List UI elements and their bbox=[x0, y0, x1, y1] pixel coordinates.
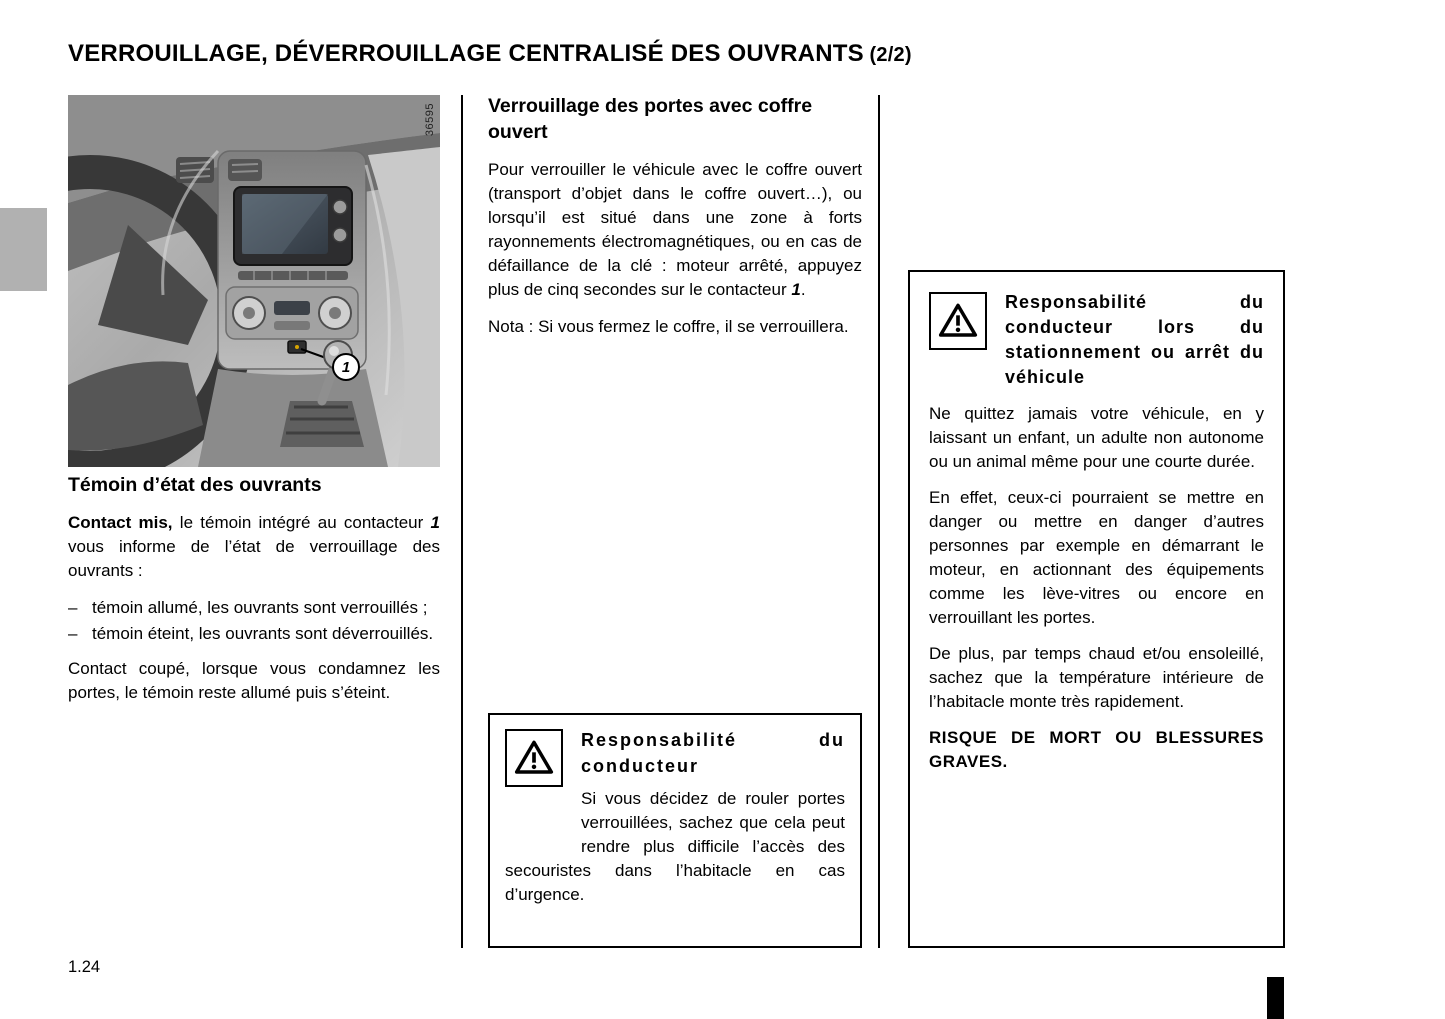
column-divider bbox=[878, 95, 880, 948]
bullet-text: témoin allumé, les ouvrants sont verrouillés ; bbox=[92, 598, 428, 617]
bullet-dash: – bbox=[68, 598, 78, 617]
warning-paragraph-3: De plus, par temps chaud et/ou ensoleillé, sachez que la température intérieure de l’habitacle monte très rapidement. bbox=[929, 644, 1264, 711]
column-divider bbox=[461, 95, 463, 948]
list-item bbox=[68, 596, 440, 620]
page-edge-mark bbox=[1267, 977, 1284, 1019]
text-run: le témoin intégré au contacteur bbox=[172, 513, 431, 532]
warning-title: Responsabilité du conducteur bbox=[581, 730, 845, 776]
bullet-text: témoin éteint, les ouvrants sont déverrouillés. bbox=[92, 624, 434, 643]
warning-triangle-icon bbox=[929, 292, 987, 350]
left-column bbox=[68, 472, 440, 718]
warning-triangle-glyph bbox=[937, 301, 979, 341]
middle-paragraph-nota: Nota : Si vous fermez le coffre, il se verrouillera. bbox=[488, 317, 849, 336]
warning-box-parking-responsibility bbox=[908, 270, 1285, 948]
callout-marker-1: 1 bbox=[332, 353, 360, 381]
bold-lead-contact-mis: Contact mis, bbox=[68, 513, 173, 532]
left-paragraph-2: Contact coupé, lorsque vous condamnez les portes, le témoin reste allumé puis s’éteint. bbox=[68, 659, 440, 702]
warning-paragraph-2: En effet, ceux-ci pourraient se mettre en danger ou mettre en danger d’autres personnes par exemple en démarrant le moteur, en actionnant des équipements comme les lève-vitres ou encore en verrouillant les portes. bbox=[929, 488, 1264, 627]
middle-column bbox=[488, 93, 862, 352]
page-title bbox=[68, 40, 1288, 68]
dashboard-photo bbox=[68, 95, 440, 467]
bullet-dash: – bbox=[68, 624, 78, 643]
warning-body: Si vous décidez de rouler portes verrouillées, sachez que cela peut rendre plus difficile l’accès des secouristes dans l’habitacle en cas d’urgence. bbox=[505, 789, 845, 904]
left-paragraph-1 bbox=[68, 511, 440, 583]
text-run: . bbox=[800, 280, 806, 299]
middle-paragraph-1 bbox=[488, 158, 862, 302]
text-run: vous informe de l’état de verrouillage des ouvrants : bbox=[68, 537, 440, 580]
left-bullet-list bbox=[68, 596, 440, 646]
warning-box-driver-responsibility bbox=[488, 713, 862, 948]
text-run: Pour verrouiller le véhicule avec le coffre ouvert (transport d’objet dans le coffre ouvert…), ou lorsqu’il est situé dans une zone à forts rayonnements électromagnétiques, ou en cas de défaillance de la clé : moteur arrêté, appuyez plus de cinq secondes sur le contacteur bbox=[488, 160, 862, 299]
list-item bbox=[68, 622, 440, 646]
warning-triangle-glyph bbox=[513, 738, 555, 778]
page-title-suffix: (2/2) bbox=[863, 44, 912, 66]
warning-title: Responsabilité du conducteur lors du stationnement ou arrêt du véhicule bbox=[1005, 292, 1264, 387]
page-number: 1.24 bbox=[68, 958, 101, 976]
page-title-text: VERROUILLAGE, DÉVERROUILLAGE CENTRALISÉ DES OUVRANTS bbox=[68, 40, 864, 67]
left-heading: Témoin d’état des ouvrants bbox=[68, 474, 322, 496]
middle-heading: Verrouillage des portes avec coffre ouvert bbox=[488, 95, 813, 143]
chapter-edge-tab bbox=[0, 208, 47, 291]
callout-reference-1: 1 bbox=[791, 280, 801, 299]
photo-reference-number: 36595 bbox=[424, 103, 436, 137]
warning-triangle-icon bbox=[505, 729, 563, 787]
dashboard-illustration bbox=[68, 95, 440, 467]
warning-danger-statement: RISQUE DE MORT OU BLESSURES GRAVES. bbox=[929, 728, 1264, 771]
warning-paragraph-1: Ne quittez jamais votre véhicule, en y laissant un enfant, un adulte non autonome ou un animal même pour une courte durée. bbox=[929, 404, 1264, 471]
callout-reference-1: 1 bbox=[430, 513, 440, 532]
